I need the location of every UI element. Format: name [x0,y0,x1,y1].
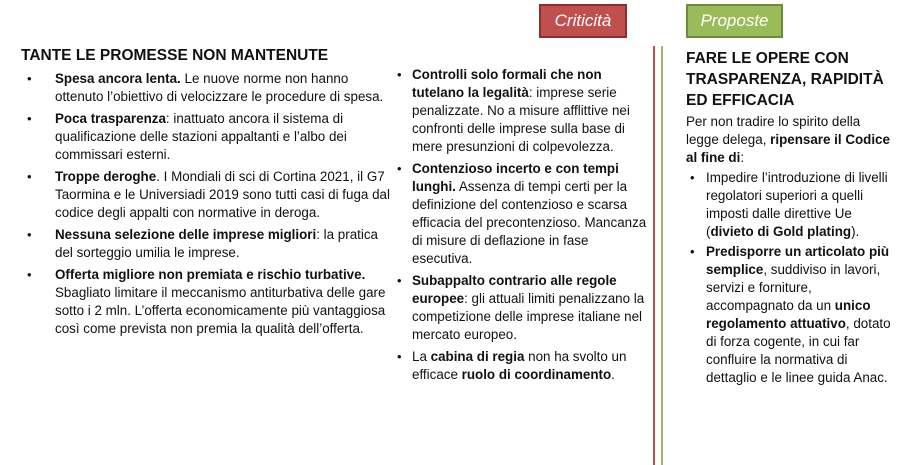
left-list [21,70,393,338]
list-item: • Controlli solo formali che non tutelano la legalità: imprese serie penalizzate. No a misure afflittive nei confronti delle imprese sulla base di mere presunzioni di colpevolezza. [397,67,630,154]
bullet-icon: • [397,349,402,364]
red-divider [653,46,655,465]
bullet-icon: • [397,161,402,176]
list-item: • La cabina di regia non ha svolto un efficace ruolo di coordinamento. [397,349,627,382]
middle-list [396,66,648,384]
proposte-column [686,48,896,389]
criticita-column-middle [396,66,648,388]
bullet-icon: • [27,111,32,126]
bullet-icon: • [397,67,402,82]
bullet-icon: • [397,273,402,288]
bullet-icon: • [27,169,32,184]
right-intro: Per non tradire lo spirito della legge delega, ripensare il Codice al fine di: [686,114,890,165]
bullet-icon: • [27,227,32,242]
criticita-column-left [21,46,393,342]
left-heading: TANTE LE PROMESSE NON MANTENUTE [21,47,329,64]
bullet-icon: • [690,170,695,185]
list-item: • Predisporre un articolato più semplice, suddiviso in lavori, servizi e forniture, accompagnato da un unico regolamento attuativo, dotato di forza cogente, in cui far confluire la normativa di dettaglio e le linee guida Anac. [690,244,891,385]
list-item: • Nessuna selezione delle imprese migliori: la pratica del sorteggio umilia le imprese. [27,227,378,260]
list-item: • Spesa ancora lenta. Le nuove norme non hanno ottenuto l’obiettivo di velocizzare le procedure di spesa. [27,71,384,104]
list-item: • Subappalto contrario alle regole europee: gli attuali limiti penalizzano la competizione delle imprese italiane nel mercato europeo. [397,273,645,342]
green-divider [661,46,663,465]
list-item: • Contenzioso incerto e con tempi lunghi. Assenza di tempi certi per la definizione del contenzioso e scarsa efficacia del precontenzioso. Mancanza di misure di deflazione in fase esecutiva. [397,161,647,266]
bullet-icon: • [690,244,695,259]
list-item: • Poca trasparenza: inattuato ancora il sistema di qualificazione delle stazioni appaltanti e l’albo dei commissari esterni. [27,111,347,162]
right-list [686,169,896,387]
list-item: • Impedire l’introduzione di livelli regolatori superiori a quelli imposti dalle direttive Ue (divieto di Gold plating). [690,170,888,239]
bullet-icon: • [27,267,32,282]
bullet-icon: • [27,71,32,86]
proposte-label: Proposte [686,4,783,38]
list-item: • Troppe deroghe. I Mondiali di sci di Cortina 2021, il G7 Taormina e le Universiadi 2019 sono tutti casi di fuga dal codice degli appalti con normative in deroga. [27,169,390,220]
criticita-label: Criticità [539,4,627,38]
list-item: • Offerta migliore non premiata e rischio turbative. Sbagliato limitare il meccanismo antiturbativa delle gare sotto i 2 mln. L’offerta economicamente più vantaggiosa così come prevista non premia la qualità dell’offerta. [27,267,386,336]
right-heading: FARE LE OPERE CON TRASPARENZA, RAPIDITÀ ED EFFICACIA [686,50,884,109]
